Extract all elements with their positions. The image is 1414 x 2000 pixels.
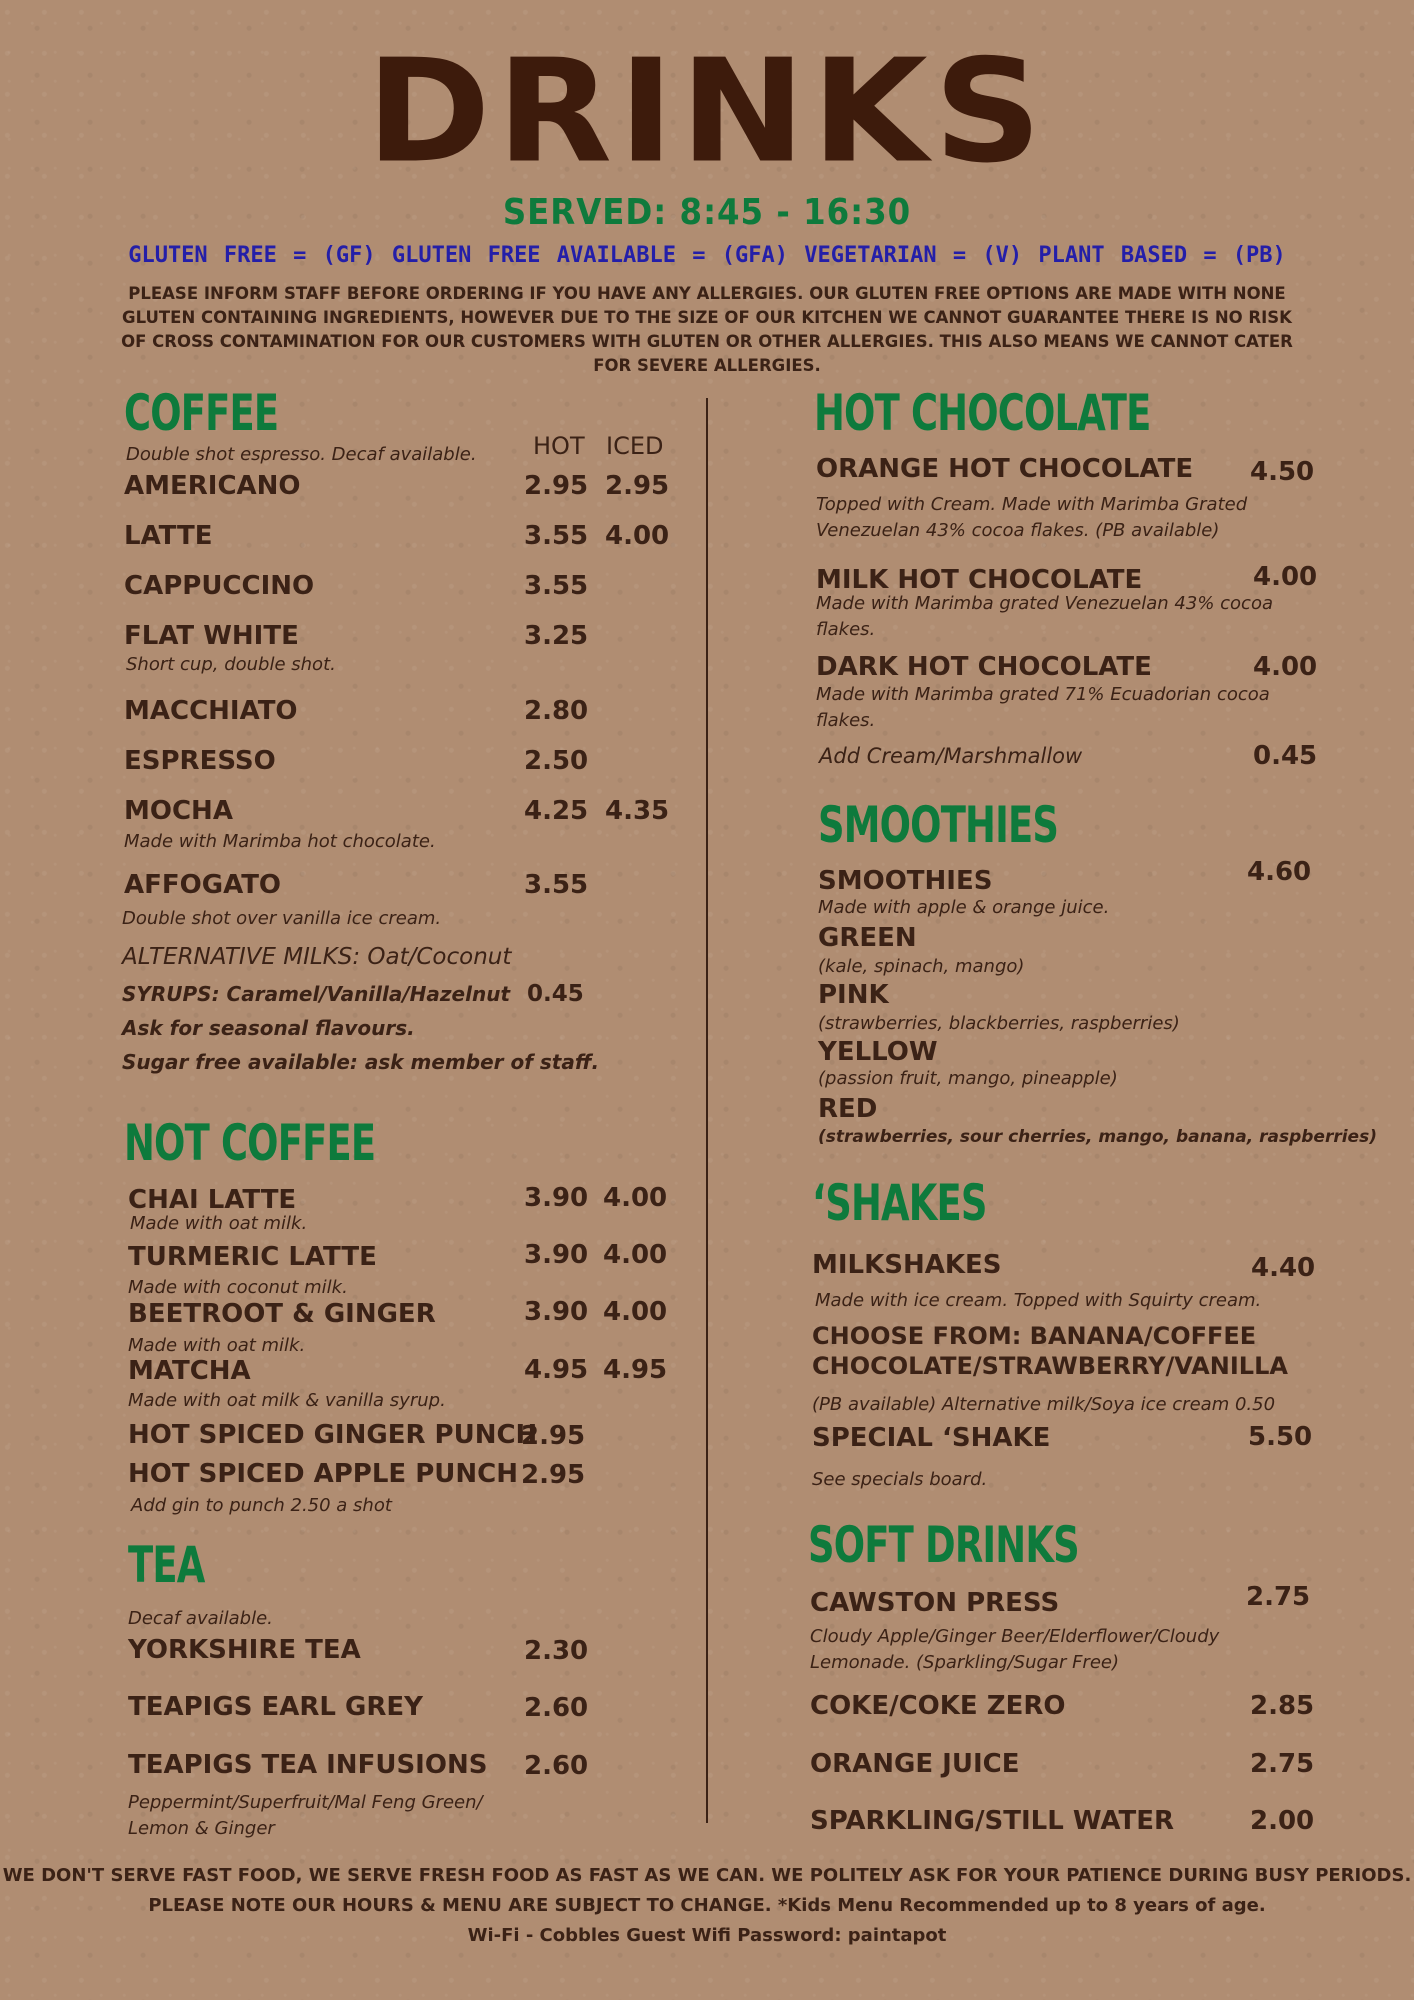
menu-item-coke: COKE/COKE ZERO <box>810 1691 1066 1721</box>
shake-flavours-line2: CHOCOLATE/STRAWBERRY/VANILLA <box>812 1352 1288 1380</box>
item-description: Made with coconut milk. <box>128 1277 348 1298</box>
serving-hours: SERVED: 8:45 - 16:30 <box>502 192 912 233</box>
dietary-legend: GLUTEN FREE = (GF) GLUTEN FREE AVAILABLE = (GFA) VEGETARIAN = (V) PLANT BASED = (PB) <box>128 243 1286 268</box>
item-description: Peppermint/Superfruit/Mal Feng Green/ Lemon & Ginger <box>128 1792 483 1839</box>
smoothies-heading: SMOOTHIES <box>818 796 1059 854</box>
menu-item-teapigs-earl-grey: TEAPIGS EARL GREY <box>128 1692 423 1722</box>
menu-item-dark-hot-chocolate: DARK HOT CHOCOLATE <box>816 652 1152 682</box>
price-hot: 2.95 <box>521 1421 586 1451</box>
price: 2.85 <box>1250 1691 1315 1721</box>
iced-column-header: ICED <box>606 432 664 460</box>
menu-item-yorkshire-tea: YORKSHIRE TEA <box>128 1635 361 1665</box>
menu-item-turmeric-latte: TURMERIC LATTE <box>128 1242 377 1272</box>
smoothie-red: RED <box>818 1094 878 1124</box>
item-description: Short cup, double shot. <box>126 654 336 675</box>
menu-item-macchiato: MACCHIATO <box>124 696 298 726</box>
item-description: Made with Marimba hot chocolate. <box>124 831 436 852</box>
menu-item-hot-spiced-ginger-punch: HOT SPICED GINGER PUNCH <box>128 1420 538 1450</box>
price-hot: 4.95 <box>524 1355 589 1385</box>
menu-item-beetroot-ginger: BEETROOT & GINGER <box>128 1299 436 1329</box>
item-description: Made with Marimba grated Venezuelan 43% cocoa flakes. <box>816 593 1273 640</box>
price-hot: 2.95 <box>524 471 589 501</box>
price: 4.00 <box>1253 562 1318 592</box>
menu-item-espresso: ESPRESSO <box>124 746 276 776</box>
price: 2.30 <box>524 1636 589 1666</box>
price: 4.00 <box>1253 652 1318 682</box>
price-iced: 4.00 <box>603 1183 668 1213</box>
addon-price: 0.45 <box>1253 741 1318 771</box>
shakes-heading: ‘SHAKES <box>812 1174 987 1232</box>
item-description: Made with oat milk & vanilla syrup. <box>128 1390 446 1411</box>
menu-item-milkshakes: MILKSHAKES <box>812 1250 1002 1280</box>
menu-item-matcha: MATCHA <box>128 1356 251 1386</box>
footer-wifi: Wi-Fi - Cobbles Guest Wifi Password: paintapot <box>467 1925 947 1946</box>
price-hot: 3.55 <box>524 571 589 601</box>
footer-line-1: WE DON'T SERVE FAST FOOD, WE SERVE FRESH FOOD AS FAST AS WE CAN. WE POLITELY ASK FOR YOUR PATIENCE DURING BUSY PERIODS. <box>2 1865 1412 1886</box>
syrups-price: 0.45 <box>527 981 584 1007</box>
price-iced: 4.95 <box>603 1355 668 1385</box>
hot-chocolate-heading: HOT CHOCOLATE <box>814 384 1151 442</box>
column-divider <box>706 398 708 1823</box>
item-description: (kale, spinach, mango) <box>818 956 1025 977</box>
not-coffee-heading: NOT COFFEE <box>124 1114 376 1172</box>
menu-item-smoothies: SMOOTHIES <box>818 866 993 896</box>
shake-flavours-line1: CHOOSE FROM: BANANA/COFFEE <box>812 1322 1257 1350</box>
price: 4.60 <box>1247 857 1312 887</box>
price: 5.50 <box>1248 1422 1313 1452</box>
menu-item-milk-hot-chocolate: MILK HOT CHOCOLATE <box>816 565 1143 595</box>
smoothie-green: GREEN <box>818 923 917 953</box>
item-description: Topped with Cream. Made with Marimba Grated Venezuelan 43% cocoa flakes. (PB available) <box>816 494 1248 541</box>
alternative-milks: ALTERNATIVE MILKS: Oat/Coconut <box>122 944 512 970</box>
item-description: (strawberries, blackberries, raspberries) <box>818 1013 1180 1034</box>
menu-title: DRINKS <box>366 29 1048 195</box>
price-iced: 4.35 <box>605 796 670 826</box>
item-description: Made with ice cream. Topped with Squirty cream. <box>815 1290 1262 1311</box>
price: 2.60 <box>524 1751 589 1781</box>
price: 4.40 <box>1251 1253 1316 1283</box>
price: 2.60 <box>524 1693 589 1723</box>
price-iced: 4.00 <box>605 521 670 551</box>
allergy-notice: PLEASE INFORM STAFF BEFORE ORDERING IF YOU HAVE ANY ALLERGIES. OUR GLUTEN FREE OPTIONS ARE MADE WITH NONE GLUTEN CONTAINING INGREDIENTS, HOWEVER DUE TO THE SIZE OF OUR KITCHEN WE CANNOT GUARANTEE THERE IS NO RISK OF CROSS CONTAMINATION FOR OUR CUSTOMERS WITH GLUTEN OR OTHER ALLERGIES. THIS ALSO MEANS WE CANNOT CATER FOR SEVERE ALLERGIES. <box>121 284 1293 375</box>
syrups: SYRUPS: Caramel/Vanilla/Hazelnut <box>122 982 511 1006</box>
tea-heading: TEA <box>128 1536 205 1594</box>
price-hot: 2.80 <box>524 696 589 726</box>
menu-item-orange-hot-chocolate: ORANGE HOT CHOCOLATE <box>816 454 1194 484</box>
price-hot: 2.95 <box>521 1460 586 1490</box>
hot-column-header: HOT <box>533 432 585 460</box>
coffee-heading: COFFEE <box>124 384 279 442</box>
item-description: Made with oat milk. <box>128 1335 306 1356</box>
price-hot: 3.90 <box>524 1297 589 1327</box>
item-description: Add gin to punch 2.50 a shot <box>131 1495 392 1516</box>
hot-chocolate-addon: Add Cream/Marshmallow <box>819 744 1083 768</box>
menu-item-special-shake: SPECIAL ‘SHAKE <box>812 1423 1051 1453</box>
menu-item-cappuccino: CAPPUCCINO <box>124 571 315 601</box>
price-iced: 4.00 <box>603 1297 668 1327</box>
smoothie-pink: PINK <box>818 980 889 1010</box>
item-description: Double shot over vanilla ice cream. <box>122 908 442 929</box>
menu-item-chai-latte: CHAI LATTE <box>128 1185 297 1215</box>
sugar-free-note: Sugar free available: ask member of staff. <box>122 1050 600 1074</box>
menu-item-cawston-press: CAWSTON PRESS <box>810 1588 1060 1618</box>
tea-note: Decaf available. <box>128 1608 273 1629</box>
menu-item-latte: LATTE <box>124 521 213 551</box>
price-hot: 3.90 <box>524 1183 589 1213</box>
menu-item-mocha: MOCHA <box>124 796 233 826</box>
menu-item-hot-spiced-apple-punch: HOT SPICED APPLE PUNCH <box>128 1459 518 1489</box>
menu-item-orange-juice: ORANGE JUICE <box>810 1749 1020 1779</box>
footer-line-2: PLEASE NOTE OUR HOURS & MENU ARE SUBJECT TO CHANGE. *Kids Menu Recommended up to 8 years of age. <box>148 1895 1266 1916</box>
smoothie-yellow: YELLOW <box>818 1037 938 1067</box>
item-description: (strawberries, sour cherries, mango, banana, raspberries) <box>818 1127 1377 1147</box>
menu-item-flat-white: FLAT WHITE <box>124 621 299 651</box>
coffee-note: Double shot espresso. Decaf available. <box>126 444 477 465</box>
menu-item-teapigs-tea-infusions: TEAPIGS TEA INFUSIONS <box>128 1750 488 1780</box>
item-description: See specials board. <box>812 1469 988 1490</box>
menu-item-water: SPARKLING/STILL WATER <box>810 1806 1174 1836</box>
price: 2.75 <box>1250 1749 1315 1779</box>
item-description: Made with oat milk. <box>130 1213 308 1234</box>
price-hot: 4.25 <box>524 796 589 826</box>
price-hot: 3.90 <box>524 1240 589 1270</box>
menu-item-americano: AMERICANO <box>124 471 301 501</box>
price: 2.75 <box>1246 1582 1311 1612</box>
item-description: Cloudy Apple/Ginger Beer/Elderflower/Cloudy Lemonade. (Sparkling/Sugar Free) <box>810 1626 1220 1673</box>
price-hot: 3.55 <box>524 870 589 900</box>
price-hot: 3.55 <box>524 521 589 551</box>
price-iced: 2.95 <box>605 471 670 501</box>
price: 4.50 <box>1250 457 1315 487</box>
shakes-pb-note: (PB available) Alternative milk/Soya ice cream 0.50 <box>812 1394 1276 1415</box>
menu-item-affogato: AFFOGATO <box>124 870 282 900</box>
soft-drinks-heading: SOFT DRINKS <box>808 1516 1079 1574</box>
seasonal-note: Ask for seasonal flavours. <box>122 1016 415 1040</box>
price-hot: 3.25 <box>524 621 589 651</box>
price-iced: 4.00 <box>603 1240 668 1270</box>
price-hot: 2.50 <box>524 746 589 776</box>
item-description: (passion fruit, mango, pineapple) <box>818 1068 1118 1089</box>
price: 2.00 <box>1250 1806 1315 1836</box>
item-description: Made with Marimba grated 71% Ecuadorian cocoa flakes. <box>816 684 1270 731</box>
item-description: Made with apple & orange juice. <box>818 897 1110 918</box>
